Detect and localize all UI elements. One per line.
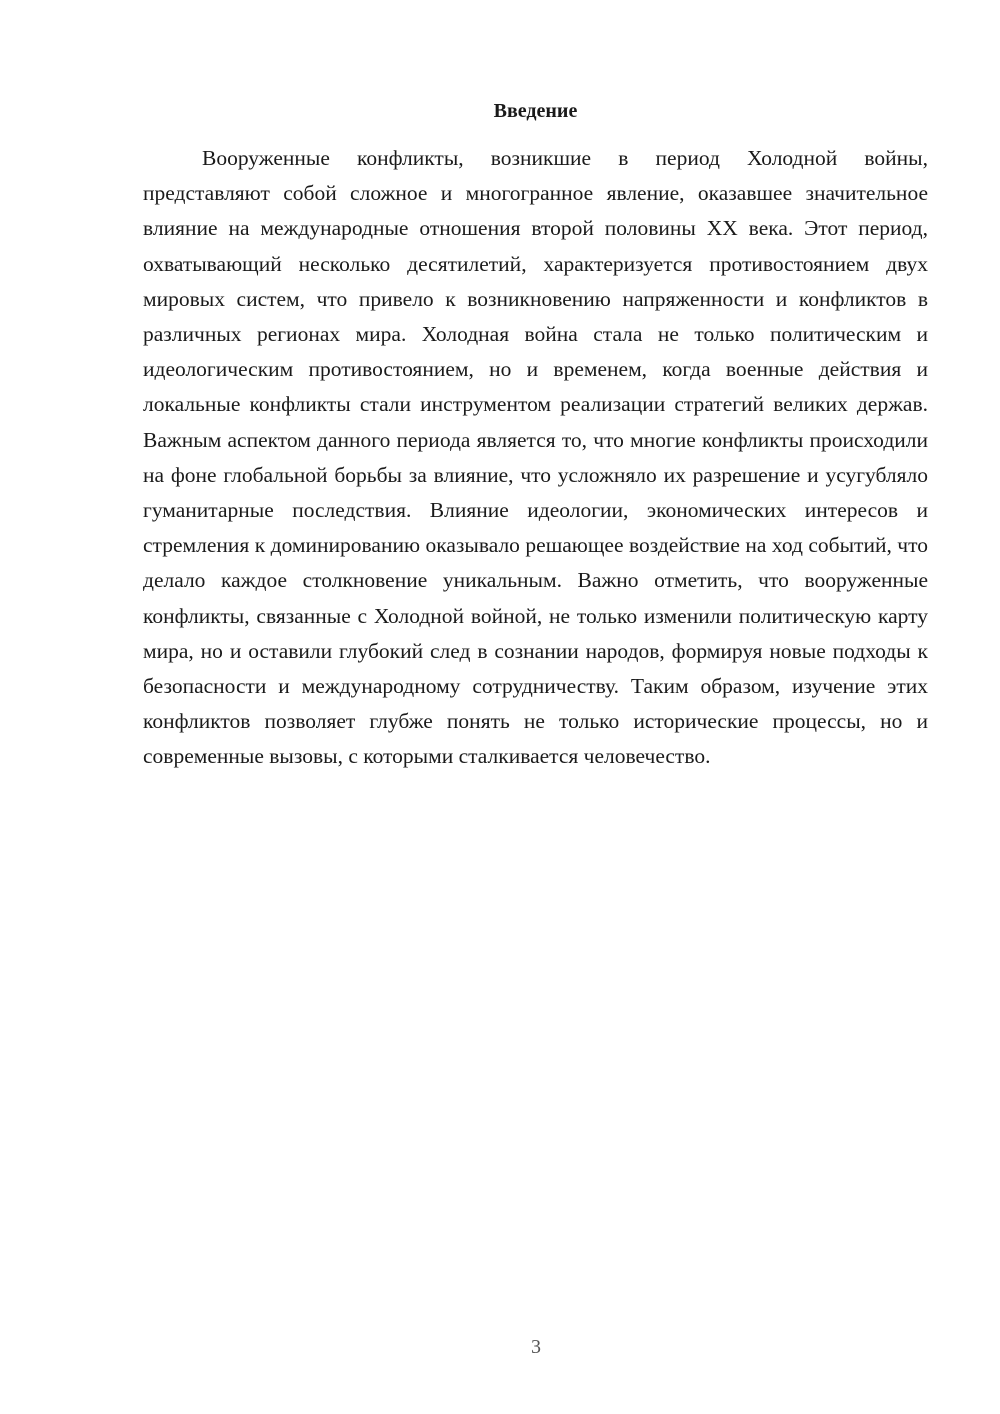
intro-paragraph: Вооруженные конфликты, возникшие в период Холодной войны, представляют собой сложное и многогранное явление, оказавшее значительное влияние на международные отношения второй половины XX века. Этот период, охватывающий несколько десятилетий, характеризуется противостоянием двух мировых систем, что привело к возникновению напряженности и конфликтов в различных регионах мира. Холодная война стала не только политическим и идеологическим противостоянием, но и временем, когда военные действия и локальные конфликты стали инструментом реализации стратегий великих держав. Важным аспектом данного периода является то, что многие конфликты происходили на фоне глобальной борьбы за влияние, что усложняло их разрешение и усугубляло гуманитарные последствия. Влияние идеологии, экономических интересов и стремления к доминированию оказывало решающее воздействие на ход событий, что делало каждое столкновение уникальным. Важно отметить, что вооруженные конфликты, связанные с Холодной войной, не только изменили политическую карту мира, но и оставили глубокий след в сознании народов, формируя новые подходы к безопасности и международному сотрудничеству. Таким образом, изучение этих конфликтов позволяет глубже понять не только исторические процессы, но и современные вызовы, с которыми сталкивается человечество. [143, 146, 928, 769]
section-title: Введение [493, 100, 578, 122]
page-number: 3 [531, 1336, 541, 1358]
